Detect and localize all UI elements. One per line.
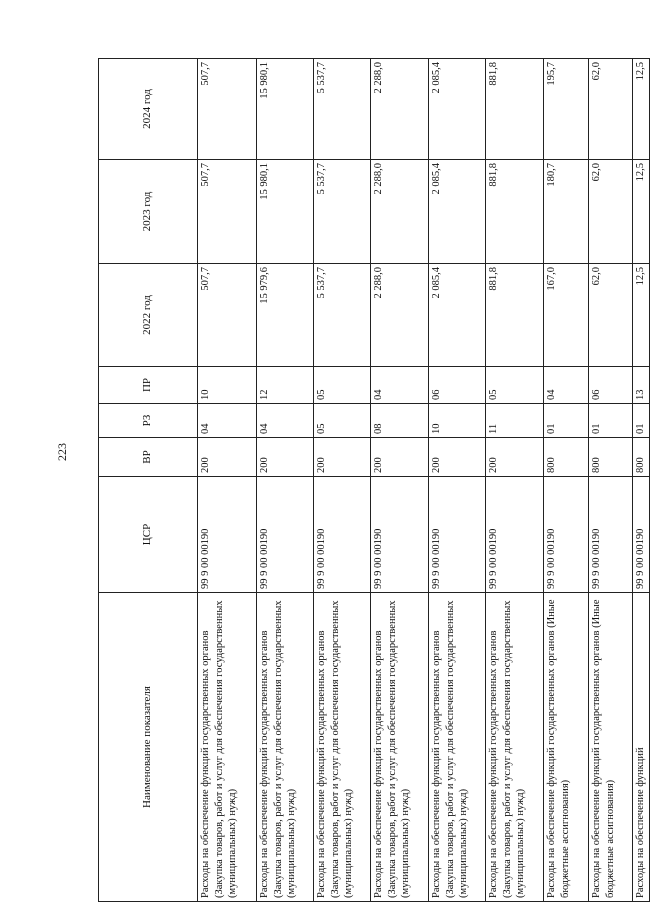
cell-name: Расходы на обеспечение функций государственных органов (Закупка товаров, работ и услуг для обеспечения государственных (муниципальных) нужд) bbox=[486, 593, 544, 902]
table-row bbox=[257, 59, 314, 902]
table-row bbox=[589, 59, 633, 902]
page-number: 223 bbox=[55, 443, 69, 461]
cell-pr: 06 bbox=[429, 367, 486, 404]
cell-rz: 04 bbox=[198, 404, 257, 438]
cell-2023: 2 288,0 bbox=[371, 160, 429, 264]
cell-rz: 08 bbox=[371, 404, 429, 438]
cell-name: Расходы на обеспечение функций государственных органов (Закупка товаров, работ и услуг для обеспечения государственных (муниципальных) нужд) bbox=[429, 593, 486, 902]
cell-name: Расходы на обеспечение функций государственных органов (Закупка товаров, работ и услуг для обеспечения государственных (муниципальных) нужд) bbox=[257, 593, 314, 902]
cell-2023: 180,7 bbox=[544, 160, 589, 264]
cell-2023: 15 980,1 bbox=[257, 160, 314, 264]
cell-2024: 507,7 bbox=[198, 59, 257, 160]
cell-pr: 12 bbox=[257, 367, 314, 404]
cell-2022: 12,5 bbox=[633, 264, 650, 367]
cell-name: Расходы на обеспечение функций государственных органов (Иные бюджетные ассигнования) bbox=[544, 593, 589, 902]
cell-rz: 01 bbox=[589, 404, 633, 438]
cell-2024: 12,5 bbox=[633, 59, 650, 160]
cell-csr: 99 9 00 00190 bbox=[314, 477, 371, 593]
table-row bbox=[371, 59, 429, 902]
cell-2024: 5 537,7 bbox=[314, 59, 371, 160]
header-csr: ЦСР bbox=[99, 477, 198, 593]
cell-2024: 881,8 bbox=[486, 59, 544, 160]
cell-csr: 99 9 00 00190 bbox=[371, 477, 429, 593]
cell-2022: 2 288,0 bbox=[371, 264, 429, 367]
cell-vr: 800 bbox=[589, 438, 633, 477]
cell-name: Расходы на обеспечение функций bbox=[633, 593, 650, 902]
cell-2024: 62,0 bbox=[589, 59, 633, 160]
cell-rz: 01 bbox=[633, 404, 650, 438]
header-name: Наименование показателя bbox=[99, 593, 198, 902]
cell-vr: 800 bbox=[633, 438, 650, 477]
cell-2024: 15 980,1 bbox=[257, 59, 314, 160]
cell-2023: 2 085,4 bbox=[429, 160, 486, 264]
table-row bbox=[633, 59, 650, 902]
cell-csr: 99 9 00 00190 bbox=[429, 477, 486, 593]
cell-2023: 5 537,7 bbox=[314, 160, 371, 264]
header-2024: 2024 год bbox=[99, 59, 198, 160]
cell-pr: 04 bbox=[371, 367, 429, 404]
table-header-row bbox=[99, 59, 198, 902]
cell-2023: 12,5 bbox=[633, 160, 650, 264]
cell-pr: 13 bbox=[633, 367, 650, 404]
cell-pr: 06 bbox=[589, 367, 633, 404]
cell-vr: 200 bbox=[429, 438, 486, 477]
cell-name: Расходы на обеспечение функций государственных органов (Закупка товаров, работ и услуг для обеспечения государственных (муниципальных) нужд) bbox=[371, 593, 429, 902]
cell-rz: 10 bbox=[429, 404, 486, 438]
table-row bbox=[544, 59, 589, 902]
rotated-table-wrapper bbox=[98, 59, 646, 902]
header-pr: ПР bbox=[99, 367, 198, 404]
cell-2024: 2 288,0 bbox=[371, 59, 429, 160]
cell-2023: 62,0 bbox=[589, 160, 633, 264]
cell-vr: 200 bbox=[198, 438, 257, 477]
cell-2022: 507,7 bbox=[198, 264, 257, 367]
header-2023: 2023 год bbox=[99, 160, 198, 264]
cell-name: Расходы на обеспечение функций государственных органов (Закупка товаров, работ и услуг для обеспечения государственных (муниципальных) нужд) bbox=[314, 593, 371, 902]
cell-vr: 200 bbox=[314, 438, 371, 477]
cell-2023: 507,7 bbox=[198, 160, 257, 264]
cell-2022: 5 537,7 bbox=[314, 264, 371, 367]
cell-csr: 99 9 00 00190 bbox=[589, 477, 633, 593]
table-row bbox=[314, 59, 371, 902]
cell-2022: 15 979,6 bbox=[257, 264, 314, 367]
budget-table bbox=[98, 58, 650, 902]
cell-vr: 200 bbox=[371, 438, 429, 477]
cell-csr: 99 9 00 00190 bbox=[257, 477, 314, 593]
cell-2022: 2 085,4 bbox=[429, 264, 486, 367]
cell-csr: 99 9 00 00190 bbox=[544, 477, 589, 593]
header-2022: 2022 год bbox=[99, 264, 198, 367]
cell-2023: 881,8 bbox=[486, 160, 544, 264]
cell-vr: 800 bbox=[544, 438, 589, 477]
header-vr: ВР bbox=[99, 438, 198, 477]
cell-2024: 195,7 bbox=[544, 59, 589, 160]
cell-pr: 10 bbox=[198, 367, 257, 404]
cell-csr: 99 9 00 00190 bbox=[633, 477, 650, 593]
cell-name: Расходы на обеспечение функций государственных органов (Закупка товаров, работ и услуг для обеспечения государственных (муниципальных) нужд) bbox=[198, 593, 257, 902]
cell-2022: 881,8 bbox=[486, 264, 544, 367]
cell-pr: 04 bbox=[544, 367, 589, 404]
cell-rz: 01 bbox=[544, 404, 589, 438]
cell-2022: 167,0 bbox=[544, 264, 589, 367]
cell-2022: 62,0 bbox=[589, 264, 633, 367]
cell-csr: 99 9 00 00190 bbox=[198, 477, 257, 593]
table-row bbox=[198, 59, 257, 902]
cell-vr: 200 bbox=[486, 438, 544, 477]
cell-pr: 05 bbox=[314, 367, 371, 404]
cell-rz: 04 bbox=[257, 404, 314, 438]
cell-name: Расходы на обеспечение функций государственных органов (Иные бюджетные ассигнования) bbox=[589, 593, 633, 902]
table-row bbox=[429, 59, 486, 902]
header-rz: РЗ bbox=[99, 404, 198, 438]
cell-rz: 05 bbox=[314, 404, 371, 438]
cell-pr: 05 bbox=[486, 367, 544, 404]
cell-2024: 2 085,4 bbox=[429, 59, 486, 160]
table-row bbox=[486, 59, 544, 902]
cell-vr: 200 bbox=[257, 438, 314, 477]
cell-csr: 99 9 00 00190 bbox=[486, 477, 544, 593]
cell-rz: 11 bbox=[486, 404, 544, 438]
